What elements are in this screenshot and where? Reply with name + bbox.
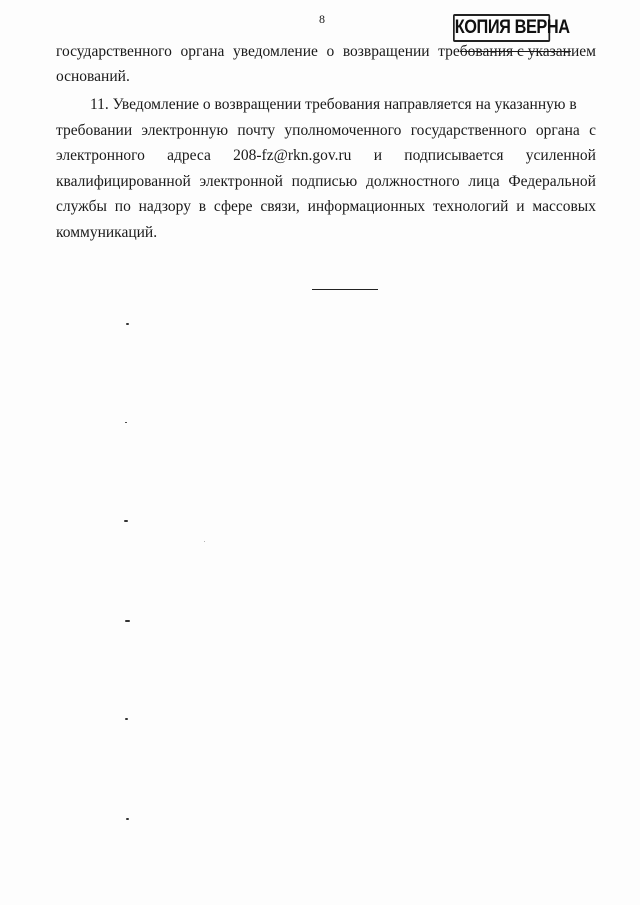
end-divider-line — [312, 289, 378, 290]
email-address: 208-fz@rkn.gov.ru — [233, 147, 352, 164]
paragraph-11-line-2 — [56, 121, 596, 141]
word: подписывается — [404, 147, 504, 164]
page-number: 8 — [319, 12, 325, 26]
paragraph-11-line-1: 11. Уведомление о возвращении требования направляется на указанную в — [90, 96, 577, 113]
word: о — [326, 43, 335, 60]
paragraph-11-line-4 — [56, 172, 596, 192]
word: адреса — [167, 147, 211, 164]
scan-speck — [125, 422, 127, 423]
word: органа — [180, 43, 225, 60]
word: электронной — [199, 173, 283, 190]
word: в — [198, 198, 207, 215]
word: Федеральной — [508, 173, 596, 190]
word: должностного — [365, 173, 460, 190]
word: службы — [56, 198, 107, 215]
word: информационных — [307, 198, 426, 215]
word: подписью — [291, 173, 358, 190]
paragraph-11-line-5 — [56, 197, 596, 217]
word: государственного — [410, 122, 527, 139]
paragraph-10-ending-line-2: оснований. — [56, 68, 130, 85]
word: усиленной — [525, 147, 596, 164]
word: связи, — [260, 198, 300, 215]
word: сфере — [213, 198, 253, 215]
paragraph-10-ending-line-1 — [56, 42, 596, 62]
word: с — [589, 122, 596, 139]
word: органа — [535, 122, 580, 139]
word: электронного — [56, 147, 145, 164]
word: уполномоченного — [284, 122, 402, 139]
scan-speck — [204, 541, 205, 542]
word: электронную — [141, 122, 229, 139]
scan-speck — [124, 520, 128, 522]
word: уведомление — [233, 43, 318, 60]
scan-speck — [125, 718, 128, 720]
word: массовых — [532, 198, 596, 215]
word: надзору — [138, 198, 191, 215]
word: технологий — [432, 198, 509, 215]
scan-speck — [126, 323, 129, 325]
word: лица — [468, 173, 500, 190]
word: и — [373, 147, 383, 164]
word: и — [516, 198, 525, 215]
word: требовании — [56, 122, 133, 139]
certified-copy-stamp: КОПИЯ ВЕРНА — [453, 14, 550, 42]
word: по — [114, 198, 131, 215]
paragraph-11-line-6: коммуникаций. — [56, 224, 158, 241]
word: квалифицированной — [56, 173, 191, 190]
scan-speck — [125, 620, 130, 622]
word-with-strikeover: требования с указанием — [438, 43, 596, 60]
word: почту — [237, 122, 276, 139]
paragraph-11-line-3 — [56, 146, 596, 166]
word: возвращении — [342, 43, 430, 60]
scan-speck — [126, 818, 129, 820]
word: государственного — [56, 43, 172, 60]
